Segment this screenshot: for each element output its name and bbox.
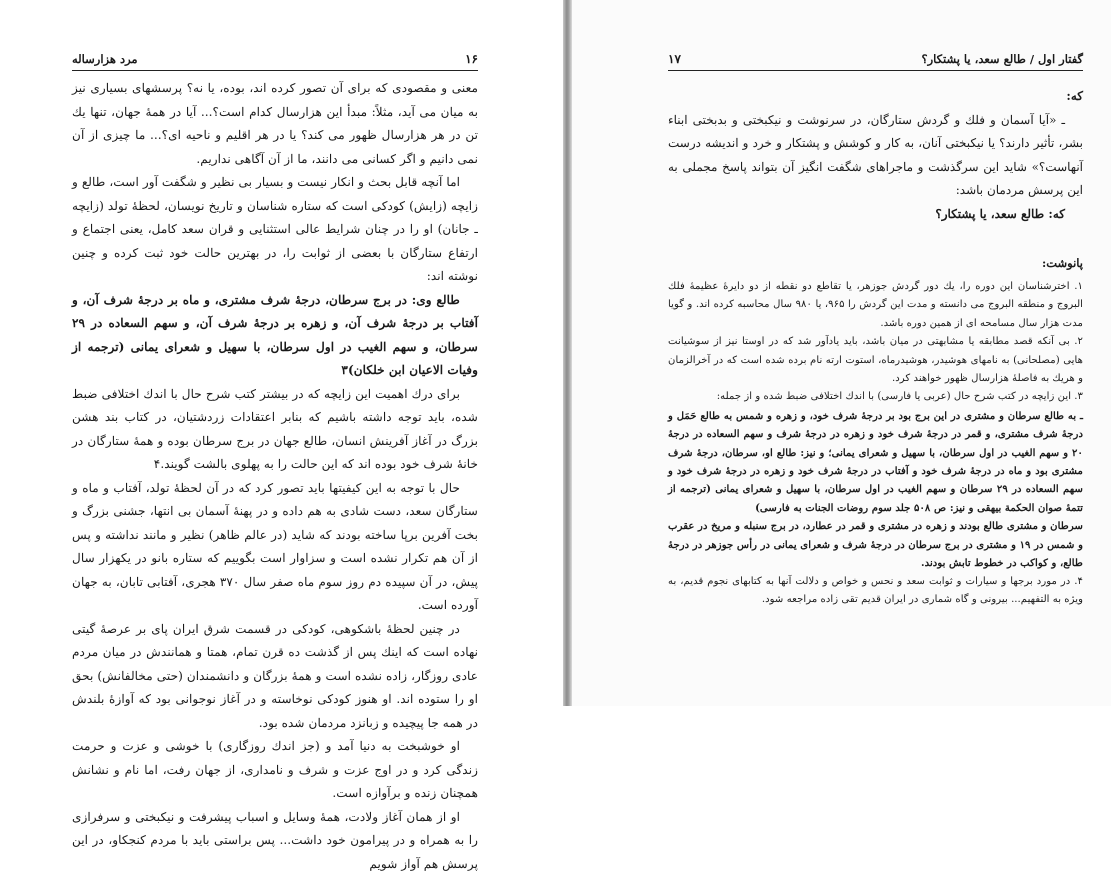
right-page-header <box>668 52 1083 68</box>
footnotes-heading: پانوشت: <box>1042 256 1083 270</box>
footnote-1: ۱. اخترشناسان این دوره را، یك دور گردش جوزهر، یا تقاطع دو نقطه از دو دایرهٔ عظیمهٔ فلك البروج و منطقه البروج می دانسته و مدت این گردش را ۹۶۵، یا ۹۸۰ سال محاسبه کرده اند. و گویا مدت هزار سال مسامحه ای از همین دوره باشد. <box>668 278 1083 333</box>
right-page <box>572 0 1111 706</box>
left-paragraph-2: اما آنچه قابل بحث و انکار نیست و بسیار بی نظیر و شگفت آور است، طالع و زایچه (زایش) کودکی است که ستاره شناسان و تاریخ نویسان، لحظهٔ تولد (زایچه ـ جانان) او را در چنان شرایط عالی استثنایی و قران سعد کامل، یعنی اجتماع و ارتفاع ستارگان با بعضی از ثوابت را، در بهترین حالت خود ثبت کرده و چنین نوشته اند: <box>72 171 478 289</box>
book-spine <box>563 0 572 706</box>
right-paragraph-2: ـ «آیا آسمان و فلك و گردش ستارگان، در سرنوشت و نیکبختی و بدبختی ابناء بشر، تأثیر دارند؟ یا نیکبختی آنان، به کار و کوشش و پشتکار و خرد و اندیشه درست آنهاست؟» شاید این سرگذشت و ماجراهای شگفت انگیز آن بتواند پاسخ مجملی به این پرسش مردمان باشد: <box>668 109 1083 203</box>
left-page-number: ۱۶ <box>465 52 478 66</box>
footnote-3: ۳. این زایچه در کتب شرح حال (عربی یا فارسی) با اندك اختلافی ضبط شده و از جمله: <box>668 388 1083 406</box>
left-paragraph-8: او از همان آغاز ولادت، همهٔ وسایل و اسباب پیشرفت و نیکبختی و سرفرازی را به همراه و در پیرامون خود داشت... پس براستی باید با مردم کنجکاو، در این پرسش هم آواز شویم <box>72 806 478 876</box>
left-paragraph-7: او خوشبخت به دنیا آمد و (جز اندك روزگاری) با خوشی و عزت و حرمت زندگی کرد و در اوج عزت و شرف و نامداری، از جهان رفت، اما نام و نشانش همچنان زنده و برآوازه است. <box>72 735 478 806</box>
footnote-3-quote-a: ـ به طالع سرطان و مشتری در این برج بود بر درجهٔ شرف خود، و زهره و شمس به طالع حَمَل و درجهٔ شرف مشتری، و قمر در درجهٔ شرف خود و زهره در درجهٔ شرف و سهم السعاده در درجهٔ ۲۰ و سهم الغیب در اول سرطان، با سهیل و شعرای یمانی؛ و نیز: طالع او، سرطان، درجهٔ شرف مشتری بود و ماه در درجهٔ شرف خود و آفتاب در درجهٔ شرف خود و زهره در درجهٔ شرف خود و سهم السعاده در ۲۹ سرطان و سهم الغیب در اول سرطان، با سهیل و شعرای یمانی (ترجمه از تتمهٔ صوان الحکمة بیهقی و نیز: ص ۵۰۸ جلد سوم روضات الجنات به فارسی) <box>668 407 1083 517</box>
left-running-title: مرد هزارساله <box>72 52 138 66</box>
footnotes <box>668 278 1083 609</box>
footnote-3-quote-b: سرطان و مشتری طالع بودند و زهره در مشتری و قمر در عطارد، در برج سنبله و مریخ در عقرب و شمس در ۱۹ و مشتری در برج سرطان در درجهٔ شرف و شعرای یمانی در رأس جوزهر در درجهٔ طالع، و کواکب در خطوط تابش بودند. <box>668 517 1083 572</box>
left-paragraph-1: معنی و مقصودی که برای آن تصور کرده اند، بوده، یا نه؟ پرسشهای بسیاری نیز به میان می آید، مثلاً: مبدأ این هزارسال کدام است؟... آیا در همهٔ جهان، تنها یك تن در هر هزارسال ظهور می کند؟ یا در هر اقلیم و ناحیه ای؟... ما چیزی از آن نمی دانیم و اگر کسانی می دانند، ما از آن آگاهی نداریم. <box>72 77 478 171</box>
right-running-title: گفتار اول / طالع سعد، یا پشتکار؟ <box>921 52 1083 66</box>
right-header-rule <box>668 70 1083 71</box>
left-header-rule <box>72 70 478 71</box>
left-page-header <box>72 52 478 68</box>
left-page-body <box>72 77 478 876</box>
right-paragraph-3: که: طالع سعد، یا پشتکار؟ <box>668 203 1083 227</box>
footnote-2: ۲. بی آنکه قصد مطابقه یا مشابهتی در میان باشد، باید یادآور شد که در اوستا نیز از سوشیانت هایی (مصلحانی) به نامهای هوشیدر، هوشیدرماه، استوت ارته نام برده شده است که در آخرالزمان و هریك به فاصلهٔ هزارسال ظهور خواهند کرد. <box>668 333 1083 388</box>
left-paragraph-5: حال با توجه به این کیفیتها باید تصور کرد که در آن لحظهٔ تولد، آفتاب و ماه و ستارگان سعد، دست شادی به هم داده و در پهنهٔ آسمان بی انتها، جشنی بزرگ و بخت آفرین برپا ساخته بودند که شاید (در عالم ظاهر) نظیر و مانند نداشته و پس از آن هم تکرار نشده است و سزاوار است بگوییم که ستاره بانو در یکهزار سال پیش، در آن سپیده دم روز سوم ماه صفر سال ۳۷۰ هجری، آفتابی تابان، به جهان آورده است. <box>72 477 478 618</box>
right-paragraph-1: که: <box>668 85 1083 109</box>
left-paragraph-3: طالع وی: در برج سرطان، درجهٔ شرف مشتری، و ماه بر درجهٔ شرف آن، و آفتاب بر درجهٔ شرف آن، و زهره بر درجهٔ شرف آن، و سهم السعاده در ۲۹ سرطان، و سهم الغیب در اول سرطان، با سهیل و شعرای یمانی (ترجمه از وفیات الاعیان ابن خلکان)۳ <box>72 289 478 383</box>
right-page-body <box>668 85 1083 226</box>
right-page-number: ۱۷ <box>668 52 681 66</box>
footnote-4: ۴. در مورد برجها و سیارات و ثوابت سعد و نحس و خواص و دلالت آنها به کتابهای نجوم قدیم، به ویژه به التفهیم... بیرونی و گاه شماری در ایران قدیم تقی زاده مراجعه شود. <box>668 573 1083 610</box>
left-paragraph-6: در چنین لحظهٔ باشکوهی، کودکی در قسمت شرق ایران پای بر عرصهٔ گیتی نهاده است که اینك پس از گذشت ده قرن تمام، همتا و همانندش در میان مردم عادی روزگار، زاده نشده است و همهٔ بزرگان و دانشمندان (حتی مخالفانش) بحق او را ستوده اند. او هنوز کودکی نوخاسته و در آغاز نوجوانی بود که آوازهٔ بلندش در همه جا پیچیده و زبانزد مردمان شده بود. <box>72 618 478 736</box>
left-paragraph-4: برای درك اهمیت این زایچه که در بیشتر کتب شرح حال با اندك اختلافی ضبط شده، باید توجه داشته باشیم که بنابر اعتقادات زردشتیان، در کتاب بند هشن بزرگ در آغاز آفرینش انسان، طالع جهان در برج سرطان بوده و همهٔ ستارگان در خانهٔ شرف خود بوده اند که این حالت را به پهلوی بالشت گویند.۴ <box>72 383 478 477</box>
left-page <box>0 0 563 706</box>
